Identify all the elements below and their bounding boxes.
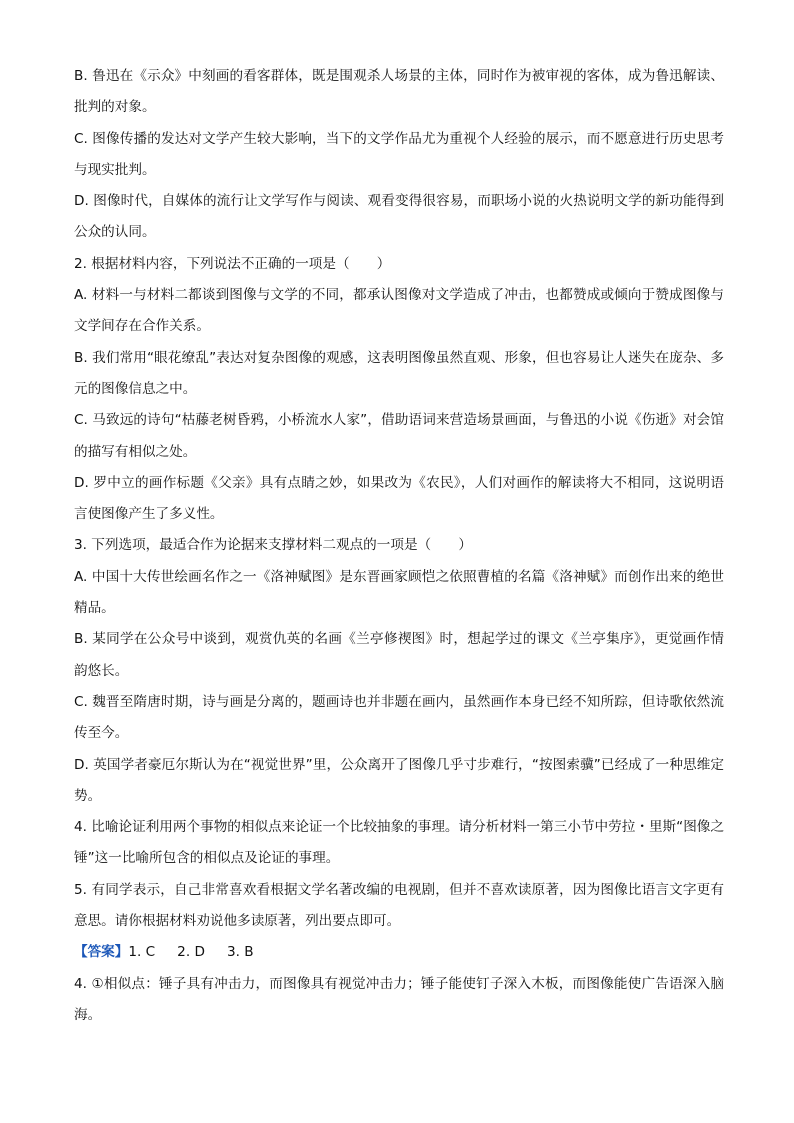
question-5: 5. 有同学表示，自己非常喜欢看根据文学名著改编的电视剧，但并不喜欢读原著，因为图像比语言文字更有意思。请你根据材料劝说他多读原著，列出要点即可。: [74, 881, 724, 930]
document-page: [74, 61, 724, 1031]
option-c-q1: C. 图像传播的发达对文学产生较大影响，当下的文学作品尤为重视个人经验的展示，而不愿意进行历史思考与现实批判。: [74, 130, 724, 178]
question-2: 2. 根据材料内容，下列说法不正确的一项是（ ）: [74, 255, 391, 272]
answer-line: [74, 937, 724, 968]
option-c-q2: C. 马致远的诗句“枯藤老树昏鸦，小桥流水人家”，借助语词来营造场景画面，与鲁迅的小说《伤逝》对会馆的描写有相似之处。: [74, 412, 724, 460]
option-b-q3: B. 某同学在公众号中谈到，观赏仇英的名画《兰亭修禊图》时，想起学过的课文《兰亭集序》，更觉画作情韵悠长。: [74, 631, 724, 679]
question-3: 3. 下列选项，最适合作为论据来支撑材料二观点的一项是（ ）: [74, 537, 472, 554]
answer-item: 1. C: [128, 944, 156, 961]
answer-item: 2. D: [177, 944, 205, 961]
option-d-q1: D. 图像时代，自媒体的流行让文学写作与阅读、观看变得很容易，而职场小说的火热说明文学的新功能得到公众的认同。: [74, 193, 724, 241]
option-b-q2: B. 我们常用“眼花缭乱”表达对复杂图像的观感，这表明图像虽然直观、形象，但也容易让人迷失在庞杂、多元的图像信息之中。: [74, 349, 724, 397]
option-c-q3: C. 魏晋至隋唐时期，诗与画是分离的，题画诗也并非题在画内，虽然画作本身已经不知所踪，但诗歌依然流传至今。: [74, 693, 724, 742]
option-b-q1: B. 鲁迅在《示众》中刻画的看客群体，既是围观杀人场景的主体，同时作为被审视的客体，成为鲁迅解读、批判的对象。: [74, 68, 724, 116]
answer-tag: 【答案】: [74, 944, 129, 961]
answer-detail-4: 4. ①相似点：锤子具有冲击力，而图像具有视觉冲击力；锤子能使钉子深入木板，而图像能使广告语深入脑海。: [74, 975, 724, 1023]
answer-item: 3. B: [226, 944, 254, 961]
option-a-q3: A. 中国十大传世绘画名作之一《洛神赋图》是东晋画家顾恺之依照曹植的名篇《洛神赋》而创作出来的绝世精品。: [74, 568, 724, 617]
question-4: 4. 比喻论证利用两个事物的相似点来论证一个比较抽象的事理。请分析材料一第三小节中劳拉・里斯“图像之锤”这一比喻所包含的相似点及论证的事理。: [74, 819, 724, 867]
option-d-q2: D. 罗中立的画作标题《父亲》具有点睛之妙，如果改为《农民》，人们对画作的解读将大不相同，这说明语言使图像产生了多义性。: [74, 474, 724, 523]
option-a-q2: A. 材料一与材料二都谈到图像与文学的不同，都承认图像对文学造成了冲击，也都赞成或倾向于赞成图像与文学间存在合作关系。: [74, 287, 724, 335]
option-d-q3: D. 英国学者豪厄尔斯认为在“视觉世界”里，公众离开了图像几乎寸步难行，“按图索骥”已经成了一种思维定势。: [74, 756, 724, 804]
